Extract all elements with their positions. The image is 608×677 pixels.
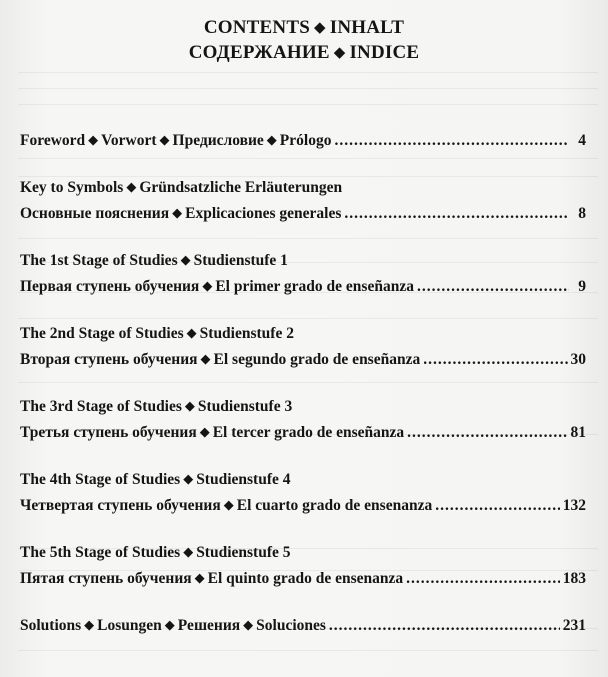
- toc-entry-line: [20, 274, 586, 300]
- toc-entry: [20, 321, 586, 373]
- toc-line-part: El primer grado de enseñanza: [215, 278, 414, 295]
- toc-entry-text: [20, 274, 414, 300]
- diamond-separator-icon: ◆: [194, 570, 205, 585]
- toc-entry-line: [20, 493, 586, 519]
- toc-entry-text: [20, 566, 403, 592]
- toc-entry-line: [20, 201, 586, 227]
- dot-leader: [407, 420, 567, 446]
- toc-line-part: Foreword: [20, 132, 86, 149]
- toc-line-part: El segundo grado de enseñanza: [213, 351, 421, 368]
- diamond-separator-icon: ◆: [266, 132, 277, 147]
- toc-line-part: Soluciones: [256, 617, 326, 634]
- toc-entry: [20, 467, 586, 519]
- contents-heading-line-2: [0, 41, 608, 66]
- toc-entry-text: [20, 201, 341, 227]
- toc-entry-title: [20, 175, 586, 201]
- diamond-separator-icon: ◆: [313, 20, 326, 36]
- dot-leader: [423, 347, 567, 373]
- page-number: 9: [578, 278, 586, 295]
- diamond-separator-icon: ◆: [333, 45, 346, 61]
- heading-inhalt: INHALT: [329, 17, 405, 38]
- toc-entry: [20, 175, 586, 227]
- diamond-separator-icon: ◆: [159, 132, 170, 147]
- dot-leader: [435, 493, 560, 519]
- diamond-separator-icon: ◆: [199, 424, 210, 439]
- page-number: 4: [578, 132, 586, 149]
- toc-entry-line: [20, 613, 586, 639]
- contents-heading-line-1: [0, 16, 608, 41]
- toc-title-part: The 2nd Stage of Studies: [20, 325, 184, 342]
- toc-entry-line: [20, 420, 586, 446]
- toc-line-part: Четвертая ступень обучения: [20, 497, 221, 514]
- toc-line-part: Пятая ступень обучения: [20, 570, 192, 587]
- toc-line-part: Solutions: [20, 617, 82, 634]
- diamond-separator-icon: ◆: [186, 325, 197, 340]
- toc-entry: [20, 128, 586, 154]
- page-number: 132: [562, 497, 586, 514]
- toc-entry-title: [20, 248, 586, 274]
- page-number: 183: [562, 570, 586, 587]
- toc-title-part: The 5th Stage of Studies: [20, 544, 181, 561]
- dot-leader: [329, 613, 560, 639]
- toc-title-part: The 1st Stage of Studies: [20, 252, 178, 269]
- toc-line-part: Prólogo: [279, 132, 332, 149]
- toc-title-part: The 4th Stage of Studies: [20, 471, 181, 488]
- page-number: 81: [570, 424, 586, 441]
- page-number: 231: [562, 617, 586, 634]
- toc-line-part: Первая ступень обучения: [20, 278, 200, 295]
- toc-entry-text: [20, 420, 404, 446]
- toc-entry-title: [20, 394, 586, 420]
- diamond-separator-icon: ◆: [183, 471, 194, 486]
- diamond-separator-icon: ◆: [88, 132, 99, 147]
- toc-title-part: Studienstufe 4: [196, 471, 291, 488]
- toc-title-part: Studienstufe 3: [197, 398, 293, 415]
- toc-entry-text: [20, 493, 432, 519]
- toc-entry: [20, 394, 586, 446]
- toc-title-part: Studienstufe 1: [193, 252, 288, 269]
- dot-leader: [334, 128, 569, 154]
- diamond-separator-icon: ◆: [223, 497, 234, 512]
- toc-line-part: El cuarto grado de ensenanza: [236, 497, 433, 514]
- diamond-separator-icon: ◆: [202, 278, 213, 293]
- heading-soderzhanie: СОДЕРЖАНИЕ: [188, 42, 330, 63]
- dot-leader: [406, 566, 560, 592]
- toc-entry-title: [20, 467, 586, 493]
- page-number: 8: [578, 205, 586, 222]
- diamond-separator-icon: ◆: [180, 252, 191, 267]
- toc-line-part: Предисловие: [172, 132, 264, 149]
- toc-entry-text: [20, 347, 420, 373]
- toc-title-part: Key to Symbols: [20, 179, 124, 196]
- toc-entry: [20, 540, 586, 592]
- toc-line-part: El tercer grado de enseñanza: [212, 424, 405, 441]
- toc-entry-title: [20, 321, 586, 347]
- page-number: 30: [570, 351, 586, 368]
- diamond-separator-icon: ◆: [126, 179, 137, 194]
- toc-line-part: Vorwort: [101, 132, 157, 149]
- toc-entry-line: [20, 347, 586, 373]
- diamond-separator-icon: ◆: [184, 398, 195, 413]
- table-of-contents: [20, 128, 586, 660]
- toc-entry: [20, 613, 586, 639]
- toc-line-part: Третья ступень обучения: [20, 424, 197, 441]
- toc-entry-line: [20, 566, 586, 592]
- heading-indice: INDICE: [349, 42, 420, 63]
- toc-entry: [20, 248, 586, 300]
- diamond-separator-icon: ◆: [243, 617, 254, 632]
- toc-line-part: Вторая ступень обучения: [20, 351, 198, 368]
- toc-line-part: Основные пояснения: [20, 205, 170, 222]
- toc-title-part: Studienstufe 2: [199, 325, 294, 342]
- diamond-separator-icon: ◆: [200, 351, 211, 366]
- toc-entry-title: [20, 540, 586, 566]
- toc-entry-text: [20, 613, 326, 639]
- toc-line-part: El quinto grado de ensenanza: [207, 570, 404, 587]
- toc-title-part: The 3rd Stage of Studies: [20, 398, 182, 415]
- toc-line-part: Explicaciones generales: [185, 205, 342, 222]
- toc-line-part: Losungen: [97, 617, 162, 634]
- toc-entry-text: [20, 128, 331, 154]
- diamond-separator-icon: ◆: [84, 617, 95, 632]
- dot-leader: [417, 274, 569, 300]
- heading-contents: CONTENTS: [203, 17, 310, 38]
- toc-line-part: Решения: [177, 617, 241, 634]
- dot-leader: [344, 201, 569, 227]
- diamond-separator-icon: ◆: [164, 617, 175, 632]
- toc-title-part: Studienstufe 5: [196, 544, 291, 561]
- toc-title-part: Gründsatzliche Erläuterungen: [139, 179, 343, 196]
- diamond-separator-icon: ◆: [172, 205, 183, 220]
- toc-entry-line: [20, 128, 586, 154]
- diamond-separator-icon: ◆: [183, 544, 194, 559]
